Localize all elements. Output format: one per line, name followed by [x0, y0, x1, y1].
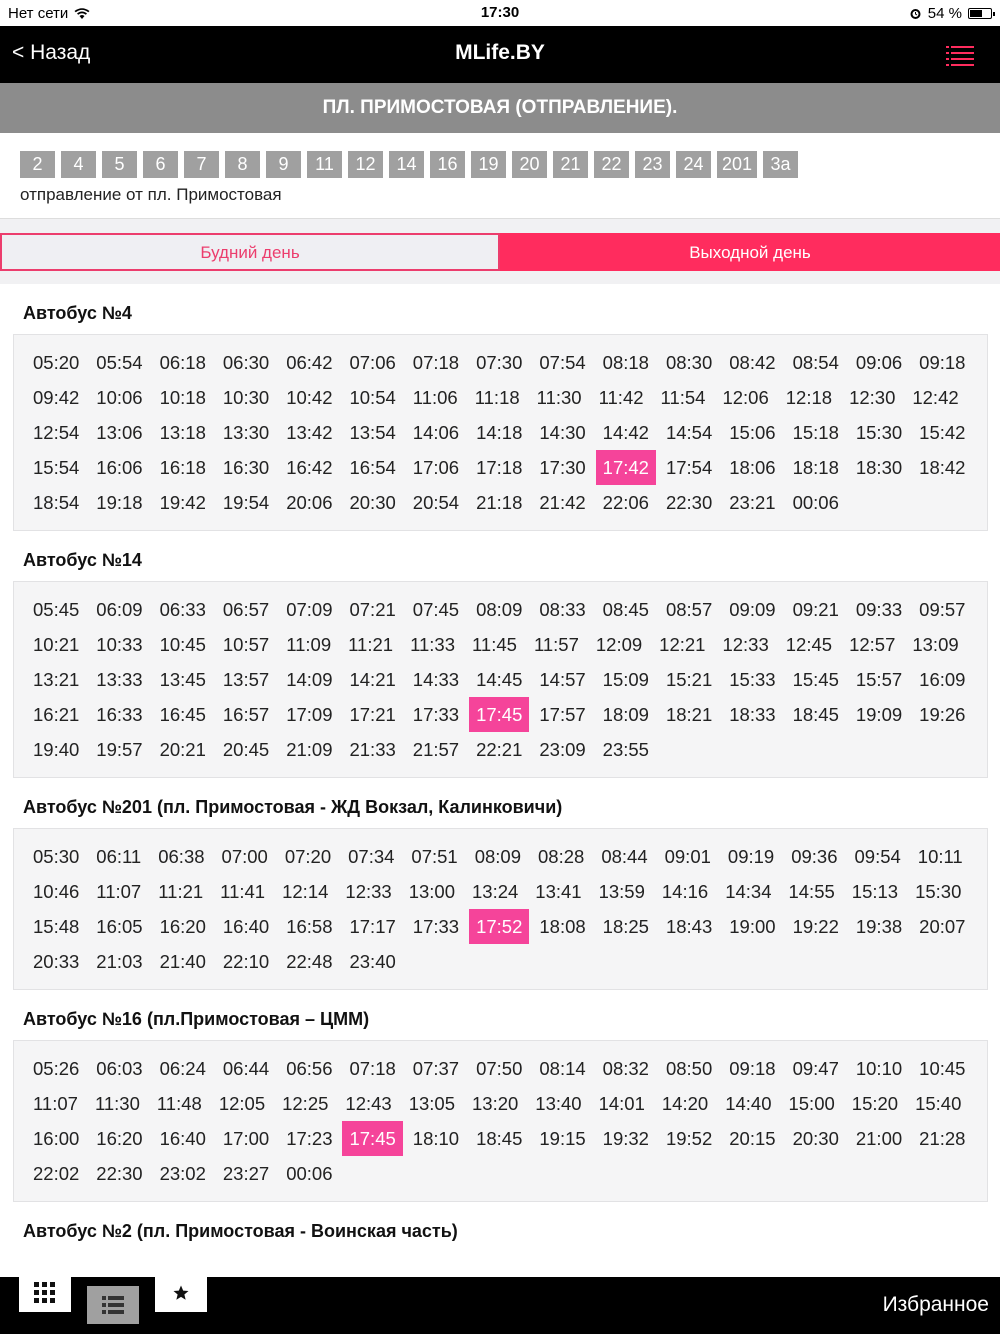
departure-time[interactable]: 23:09 [539, 739, 586, 760]
departure-time[interactable]: 15:45 [792, 669, 839, 690]
departure-time[interactable]: 17:30 [539, 457, 586, 478]
departure-time[interactable]: 14:09 [286, 669, 333, 690]
departure-time[interactable]: 17:06 [412, 457, 460, 478]
departure-time[interactable]: 18:54 [33, 492, 80, 513]
departure-time[interactable]: 07:51 [411, 846, 458, 867]
departure-time[interactable]: 12:33 [345, 881, 392, 902]
departure-time[interactable]: 11:42 [598, 387, 644, 408]
departure-time[interactable]: 13:42 [286, 422, 333, 443]
departure-time[interactable]: 14:54 [665, 422, 713, 443]
departure-time[interactable]: 20:54 [412, 492, 460, 513]
departure-time[interactable]: 12:54 [33, 422, 80, 443]
departure-time[interactable]: 18:42 [919, 457, 966, 478]
route-chip[interactable]: 23 [635, 151, 670, 178]
departure-time[interactable]: 08:32 [602, 1058, 649, 1079]
departure-time[interactable]: 17:09 [286, 704, 333, 725]
departure-time[interactable]: 19:40 [33, 739, 80, 760]
departure-time[interactable]: 15:20 [851, 1093, 899, 1114]
day-tabs [0, 233, 1000, 271]
route-chip[interactable]: 14 [389, 151, 424, 178]
departure-time[interactable]: 16:06 [96, 457, 143, 478]
bottom-tab-bar [0, 1277, 1000, 1334]
departure-time[interactable]: 10:46 [33, 881, 80, 902]
departure-time[interactable]: 05:45 [33, 599, 80, 620]
departure-time[interactable]: 06:09 [96, 599, 143, 620]
departure-time[interactable]: 11:57 [533, 634, 579, 655]
departure-time[interactable]: 17:57 [539, 704, 586, 725]
departure-time[interactable]: 18:45 [476, 1128, 523, 1149]
departure-time[interactable]: 10:45 [919, 1058, 966, 1079]
app-title: MLife.BY [455, 41, 545, 64]
departure-time[interactable]: 15:57 [855, 669, 903, 690]
departure-time[interactable]: 10:30 [222, 387, 270, 408]
departure-time[interactable]: 11:18 [474, 387, 520, 408]
tab-weekday[interactable]: Будний день [0, 233, 500, 271]
departure-time[interactable]: 10:45 [159, 634, 206, 655]
departure-time[interactable]: 18:08 [539, 916, 586, 937]
departure-time[interactable]: 09:42 [33, 387, 80, 408]
departure-time[interactable]: 21:42 [539, 492, 586, 513]
departure-time[interactable]: 16:05 [96, 916, 143, 937]
departure-time[interactable]: 20:15 [729, 1128, 776, 1149]
departure-time[interactable]: 13:21 [33, 669, 80, 690]
bus-section-title: Автобус №4 [23, 303, 132, 323]
departure-time[interactable]: 16:57 [222, 704, 270, 725]
departure-time[interactable]: 07:45 [412, 599, 460, 620]
departure-time[interactable]: 23:55 [602, 739, 649, 760]
departure-time[interactable]: 15:30 [855, 422, 903, 443]
bus-section-title: Автобус №16 (пл.Примостовая – ЦММ) [23, 1009, 370, 1029]
departure-time[interactable]: 10:54 [349, 387, 396, 408]
departure-time[interactable]: 08:09 [476, 599, 523, 620]
departure-time[interactable]: 16:33 [96, 704, 143, 725]
departure-time[interactable]: 18:25 [602, 916, 649, 937]
departure-time[interactable]: 22:02 [33, 1163, 80, 1184]
departure-time[interactable]: 09:19 [727, 846, 775, 867]
departure-time[interactable]: 16:09 [919, 669, 966, 690]
departure-time[interactable]: 21:00 [855, 1128, 903, 1149]
route-chip[interactable]: 7 [184, 151, 219, 178]
times-grid [13, 828, 988, 990]
departure-time[interactable]: 09:57 [919, 599, 966, 620]
departure-time[interactable]: 17:23 [286, 1128, 333, 1149]
departure-time[interactable]: 12:42 [912, 387, 959, 408]
departure-time[interactable]: 11:45 [472, 634, 517, 655]
departure-time[interactable]: 08:45 [602, 599, 649, 620]
departure-time[interactable]: 12:25 [282, 1093, 329, 1114]
next-departure-time[interactable]: 17:45 [469, 697, 529, 732]
departure-time[interactable]: 08:09 [474, 846, 522, 867]
departure-time[interactable]: 06:44 [222, 1058, 270, 1079]
departure-time[interactable]: 18:18 [792, 457, 839, 478]
departure-time[interactable]: 14:34 [725, 881, 772, 902]
departure-time[interactable]: 22:30 [665, 492, 713, 513]
departure-time[interactable]: 08:50 [665, 1058, 713, 1079]
route-chip[interactable]: 12 [348, 151, 383, 178]
departure-time[interactable]: 23:40 [349, 951, 396, 972]
departure-time[interactable]: 12:18 [785, 387, 833, 408]
departure-time[interactable]: 16:21 [33, 704, 80, 725]
carrier-label: Нет сети [8, 5, 69, 22]
departure-time[interactable]: 06:42 [286, 352, 333, 373]
route-chip[interactable]: 4 [61, 151, 96, 178]
departure-time[interactable]: 09:36 [791, 846, 838, 867]
departure-time[interactable]: 16:58 [286, 916, 333, 937]
departure-time[interactable]: 18:06 [729, 457, 776, 478]
departure-time[interactable]: 14:45 [476, 669, 523, 690]
departure-time[interactable]: 11:48 [156, 1093, 202, 1114]
departure-time[interactable]: 07:37 [412, 1058, 460, 1079]
departure-time[interactable]: 16:54 [349, 457, 396, 478]
departure-time[interactable]: 13:45 [159, 669, 206, 690]
departure-time[interactable]: 09:47 [792, 1058, 839, 1079]
departure-time[interactable]: 19:57 [96, 739, 143, 760]
departure-time[interactable]: 06:18 [159, 352, 206, 373]
departure-time[interactable]: 06:38 [158, 846, 205, 867]
departure-time[interactable]: 20:21 [159, 739, 206, 760]
departure-time[interactable]: 08:44 [601, 846, 648, 867]
departure-time[interactable]: 19:22 [792, 916, 839, 937]
departure-time[interactable]: 19:18 [96, 492, 143, 513]
departure-time[interactable]: 05:30 [33, 846, 80, 867]
departure-time[interactable]: 13:09 [912, 634, 959, 655]
departure-time[interactable]: 18:09 [602, 704, 649, 725]
departure-time[interactable]: 15:09 [602, 669, 649, 690]
departure-time[interactable]: 14:40 [725, 1093, 772, 1114]
departure-time[interactable]: 19:42 [159, 492, 206, 513]
departure-time[interactable]: 20:07 [919, 916, 966, 937]
departure-time[interactable]: 12:06 [722, 387, 769, 408]
departure-time[interactable]: 08:42 [729, 352, 776, 373]
departure-time[interactable]: 19:38 [855, 916, 903, 937]
battery-percent: 54 % [927, 5, 962, 22]
departure-time[interactable]: 23:02 [159, 1163, 206, 1184]
departure-time[interactable]: 14:18 [476, 422, 523, 443]
departure-time[interactable]: 13:00 [408, 881, 455, 902]
departure-time[interactable]: 16:00 [33, 1128, 80, 1149]
departure-time[interactable]: 14:57 [539, 669, 586, 690]
departure-time[interactable]: 19:15 [539, 1128, 586, 1149]
departure-time[interactable]: 11:07 [96, 881, 142, 902]
departure-time[interactable]: 12:09 [595, 634, 643, 655]
departure-time[interactable]: 15:48 [33, 916, 80, 937]
departure-time[interactable]: 16:20 [96, 1128, 143, 1149]
route-chip[interactable]: 8 [225, 151, 260, 178]
departure-time[interactable]: 14:33 [412, 669, 460, 690]
status-time: 17:30 [480, 4, 520, 21]
departure-time[interactable]: 19:52 [665, 1128, 713, 1149]
departure-time[interactable]: 16:18 [159, 457, 206, 478]
route-chip[interactable]: 5 [102, 151, 137, 178]
departure-time[interactable]: 09:18 [729, 1058, 776, 1079]
departure-time[interactable]: 11:33 [410, 634, 455, 655]
departure-time[interactable]: 11:30 [94, 1093, 140, 1114]
departure-time[interactable]: 09:18 [919, 352, 966, 373]
next-departure-time[interactable]: 17:45 [342, 1121, 402, 1156]
departure-time[interactable]: 15:13 [851, 881, 899, 902]
departure-time[interactable]: 06:03 [96, 1058, 143, 1079]
departure-time[interactable]: 21:40 [159, 951, 206, 972]
departure-time[interactable]: 07:06 [349, 352, 396, 373]
alarm-icon [909, 7, 922, 20]
favorite-star-button[interactable] [155, 1274, 207, 1312]
departure-time[interactable]: 05:20 [33, 352, 80, 373]
departure-time[interactable]: 19:54 [222, 492, 270, 513]
departure-time[interactable]: 06:11 [96, 846, 142, 867]
departure-time[interactable]: 07:54 [539, 352, 586, 373]
departure-time[interactable]: 00:06 [286, 1163, 333, 1184]
departure-time[interactable]: 09:06 [855, 352, 903, 373]
departure-time[interactable]: 16:30 [222, 457, 270, 478]
departure-time[interactable]: 18:21 [665, 704, 713, 725]
back-button[interactable]: < Назад [12, 41, 91, 64]
departure-time[interactable]: 11:54 [660, 387, 706, 408]
departure-time[interactable]: 07:50 [476, 1058, 523, 1079]
departure-time[interactable]: 20:30 [792, 1128, 839, 1149]
departure-time[interactable]: 08:30 [665, 352, 713, 373]
bus-section-title: Автобус №2 (пл. Примостовая - Воинская часть) [23, 1221, 458, 1241]
departure-time[interactable]: 19:26 [919, 704, 966, 725]
departure-time[interactable]: 12:45 [785, 634, 833, 655]
departure-time[interactable]: 16:40 [159, 1128, 206, 1149]
departure-time[interactable]: 14:55 [788, 881, 835, 902]
departure-time[interactable]: 10:21 [33, 634, 80, 655]
departure-time[interactable]: 10:33 [96, 634, 143, 655]
departure-time[interactable]: 12:33 [722, 634, 769, 655]
next-departure-time[interactable]: 17:42 [596, 450, 656, 485]
departure-time[interactable]: 07:18 [412, 352, 460, 373]
departure-time[interactable]: 12:30 [849, 387, 896, 408]
route-chip[interactable]: 22 [594, 151, 629, 178]
nav-bar [0, 26, 1000, 83]
departure-time[interactable]: 15:30 [915, 881, 962, 902]
departure-time[interactable]: 00:06 [792, 492, 839, 513]
battery-icon [968, 8, 992, 19]
departure-time[interactable]: 22:30 [96, 1163, 143, 1184]
departure-time[interactable]: 09:33 [855, 599, 903, 620]
departure-time[interactable]: 16:45 [159, 704, 206, 725]
route-chip[interactable]: 21 [553, 151, 588, 178]
route-chip[interactable]: 11 [307, 151, 342, 178]
departure-time[interactable]: 19:09 [855, 704, 903, 725]
departure-time[interactable]: 16:42 [286, 457, 333, 478]
departure-time[interactable]: 21:28 [919, 1128, 966, 1149]
departure-time[interactable]: 20:33 [33, 951, 80, 972]
departure-time[interactable]: 10:18 [159, 387, 206, 408]
favorites-link[interactable]: Избранное [882, 1293, 989, 1316]
departure-time[interactable]: 14:42 [602, 422, 649, 443]
grid-icon [34, 1282, 56, 1304]
departure-time[interactable]: 06:57 [222, 599, 270, 620]
departure-time[interactable]: 20:30 [349, 492, 396, 513]
departure-time[interactable]: 15:00 [788, 1093, 835, 1114]
departure-time[interactable]: 17:00 [222, 1128, 270, 1149]
departure-time[interactable]: 15:33 [729, 669, 776, 690]
departure-time[interactable]: 12:14 [282, 881, 329, 902]
bus-section-title: Автобус №14 [23, 550, 142, 570]
departure-time[interactable]: 11:06 [412, 387, 458, 408]
departure-time[interactable]: 14:20 [661, 1093, 709, 1114]
departure-time[interactable]: 12:21 [659, 634, 706, 655]
departure-time[interactable]: 07:09 [286, 599, 333, 620]
departure-time[interactable]: 14:21 [349, 669, 396, 690]
next-departure-time[interactable]: 17:52 [469, 909, 529, 944]
departure-time[interactable]: 23:21 [729, 492, 776, 513]
route-chip[interactable]: 2 [20, 151, 55, 178]
schedule-list[interactable] [0, 284, 1000, 1277]
departure-time[interactable]: 13:59 [598, 881, 645, 902]
departure-time[interactable]: 15:54 [33, 457, 80, 478]
departure-time[interactable]: 21:09 [286, 739, 333, 760]
route-chip[interactable]: 20 [512, 151, 547, 178]
departure-time[interactable]: 13:20 [472, 1093, 519, 1114]
departure-time[interactable]: 14:06 [412, 422, 460, 443]
list-icon [102, 1296, 124, 1314]
departure-time[interactable]: 11:21 [158, 881, 204, 902]
departure-subtitle: отправление от пл. Примостовая [20, 185, 282, 204]
departure-time[interactable]: 05:54 [96, 352, 143, 373]
departure-time[interactable]: 23:27 [222, 1163, 270, 1184]
departure-time[interactable]: 16:40 [222, 916, 270, 937]
departure-time[interactable]: 10:11 [917, 846, 963, 867]
departure-time[interactable]: 11:21 [348, 634, 394, 655]
departure-time[interactable]: 14:30 [539, 422, 586, 443]
departure-time[interactable]: 15:42 [919, 422, 966, 443]
departure-time[interactable]: 16:20 [159, 916, 206, 937]
departure-time[interactable]: 17:17 [349, 916, 396, 937]
departure-time[interactable]: 18:45 [792, 704, 839, 725]
departure-time[interactable]: 17:33 [412, 704, 460, 725]
departure-time[interactable]: 09:01 [664, 846, 711, 867]
departure-time[interactable]: 18:30 [855, 457, 903, 478]
departure-time[interactable]: 14:01 [598, 1093, 645, 1114]
departure-time[interactable]: 17:21 [349, 704, 396, 725]
route-chip[interactable]: 201 [717, 151, 757, 178]
departure-time[interactable]: 22:21 [476, 739, 523, 760]
departure-time[interactable]: 21:18 [476, 492, 523, 513]
grid-view-button[interactable] [19, 1274, 71, 1312]
departure-time[interactable]: 13:24 [472, 881, 519, 902]
route-chip[interactable]: 9 [266, 151, 301, 178]
departure-time[interactable]: 07:00 [221, 846, 268, 867]
departure-time[interactable]: 11:07 [33, 1093, 78, 1114]
bus-section-title: Автобус №201 (пл. Примостовая - ЖД Вокзал, Калинковичи) [23, 797, 563, 817]
departure-time[interactable]: 22:10 [222, 951, 270, 972]
departure-time[interactable]: 21:33 [349, 739, 396, 760]
departure-time[interactable]: 18:43 [665, 916, 713, 937]
status-bar [0, 0, 1000, 26]
departure-time[interactable]: 21:57 [412, 739, 460, 760]
star-icon [172, 1284, 190, 1302]
departure-time[interactable]: 15:40 [915, 1093, 962, 1114]
times-grid [13, 1040, 988, 1202]
departure-time[interactable]: 08:28 [538, 846, 585, 867]
status-right [909, 5, 992, 22]
departure-time[interactable]: 06:24 [159, 1058, 206, 1079]
departure-time[interactable]: 10:10 [855, 1058, 903, 1079]
departure-time[interactable]: 19:32 [602, 1128, 649, 1149]
departure-time[interactable]: 13:54 [349, 422, 396, 443]
stop-title: ПЛ. ПРИМОСТОВАЯ (ОТПРАВЛЕНИЕ). [0, 83, 1000, 133]
departure-time[interactable]: 07:34 [348, 846, 395, 867]
departure-time[interactable]: 22:48 [286, 951, 333, 972]
menu-list-icon[interactable] [946, 46, 974, 66]
departure-time[interactable]: 18:33 [729, 704, 776, 725]
route-chip[interactable]: 6 [143, 151, 178, 178]
departure-time[interactable]: 05:26 [33, 1058, 80, 1079]
departure-time[interactable]: 13:05 [408, 1093, 455, 1114]
departure-time[interactable]: 18:10 [412, 1128, 460, 1149]
departure-time[interactable]: 17:54 [665, 457, 713, 478]
departure-time[interactable]: 07:18 [349, 1058, 396, 1079]
departure-time[interactable]: 13:18 [159, 422, 206, 443]
departure-time[interactable]: 10:06 [96, 387, 143, 408]
departure-time[interactable]: 13:30 [222, 422, 270, 443]
times-grid [13, 581, 988, 778]
departure-time[interactable]: 06:33 [159, 599, 206, 620]
departure-time[interactable]: 17:33 [412, 916, 460, 937]
departure-time[interactable]: 13:40 [535, 1093, 582, 1114]
departure-time[interactable]: 07:20 [284, 846, 332, 867]
departure-time[interactable]: 09:21 [792, 599, 839, 620]
departure-time[interactable]: 19:00 [729, 916, 776, 937]
departure-time[interactable]: 11:30 [536, 387, 582, 408]
departure-time[interactable]: 09:09 [729, 599, 776, 620]
route-chip[interactable]: 24 [676, 151, 711, 178]
departure-time[interactable]: 13:41 [535, 881, 582, 902]
departure-time[interactable]: 15:18 [792, 422, 839, 443]
list-view-button[interactable] [87, 1286, 139, 1324]
departure-time[interactable]: 08:14 [539, 1058, 586, 1079]
route-chips [20, 151, 798, 178]
departure-time[interactable]: 17:18 [476, 457, 523, 478]
departure-time[interactable]: 10:57 [222, 634, 270, 655]
route-chip[interactable]: 19 [471, 151, 506, 178]
departure-time[interactable]: 06:56 [286, 1058, 333, 1079]
departure-time[interactable]: 07:21 [349, 599, 396, 620]
departure-time[interactable]: 12:05 [218, 1093, 266, 1114]
departure-time[interactable]: 13:33 [96, 669, 143, 690]
departure-time[interactable]: 20:45 [222, 739, 270, 760]
departure-time[interactable]: 09:54 [854, 846, 901, 867]
departure-time[interactable]: 11:41 [220, 881, 266, 902]
departure-time[interactable]: 06:30 [222, 352, 270, 373]
departure-time[interactable]: 15:06 [729, 422, 776, 443]
departure-time[interactable]: 07:30 [476, 352, 523, 373]
departure-time[interactable]: 13:06 [96, 422, 143, 443]
route-chip[interactable]: 16 [430, 151, 465, 178]
departure-time[interactable]: 10:42 [286, 387, 333, 408]
times-grid [13, 334, 988, 531]
departure-time[interactable]: 11:09 [286, 634, 332, 655]
departure-time[interactable]: 22:06 [602, 492, 649, 513]
departure-time[interactable]: 08:54 [792, 352, 839, 373]
route-chip[interactable]: 3а [763, 151, 798, 178]
departure-time[interactable]: 15:21 [665, 669, 713, 690]
departure-time[interactable]: 08:18 [602, 352, 649, 373]
departure-time[interactable]: 20:06 [286, 492, 333, 513]
departure-time[interactable]: 13:57 [222, 669, 270, 690]
departure-time[interactable]: 14:16 [661, 881, 709, 902]
tab-weekend[interactable]: Выходной день [500, 233, 1000, 271]
departure-time[interactable]: 08:33 [539, 599, 586, 620]
departure-time[interactable]: 08:57 [665, 599, 713, 620]
departure-time[interactable]: 21:03 [96, 951, 143, 972]
departure-time[interactable]: 12:57 [849, 634, 896, 655]
departure-time[interactable]: 12:43 [345, 1093, 392, 1114]
